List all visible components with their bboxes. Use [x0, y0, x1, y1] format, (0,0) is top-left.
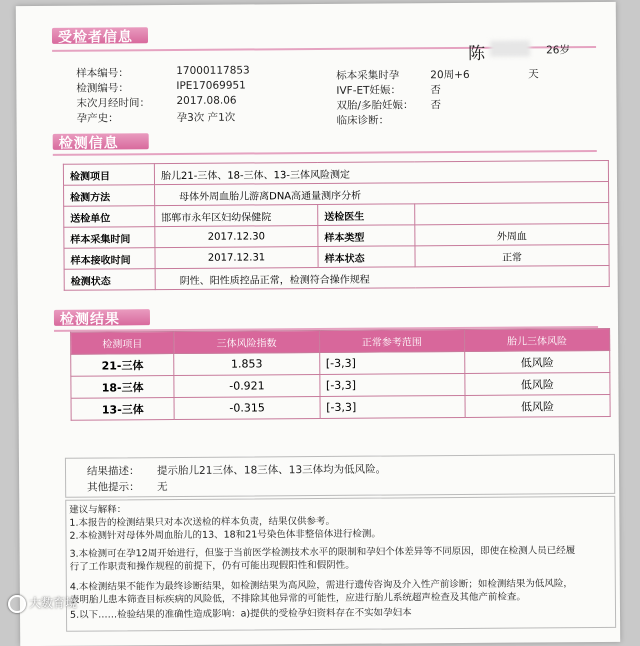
result-item: 13-三体 — [71, 398, 175, 421]
gp-label: 孕产史： — [76, 112, 119, 125]
header-index: 三体风险指数 — [174, 330, 319, 353]
diag-label: 临床诊断： — [336, 114, 390, 127]
watermark — [8, 594, 77, 613]
result-range: [-3,3] — [319, 351, 464, 374]
result-risk: 低风险 — [464, 350, 609, 373]
hint: 无 — [157, 481, 168, 494]
advice-p3b: 行了工作职责和操作规程的前提下，仍有可能出现假阳性和假阴性。 — [69, 559, 355, 573]
row-value — [415, 202, 609, 224]
desc: 提示胎儿21三体、18三体、13三体均为低风险。 — [156, 463, 387, 478]
ivf: 否 — [430, 84, 441, 97]
row-label: 检测状态 — [64, 269, 155, 291]
row-value: 2017.12.30 — [155, 225, 318, 247]
table-row — [71, 394, 610, 420]
header-range: 正常参考范围 — [319, 329, 464, 352]
table-row — [64, 265, 609, 290]
row-value: 母体外周血胎儿游离DNA高通量测序分析 — [155, 181, 609, 205]
ga-label: 标本采集时孕 — [336, 69, 400, 82]
row-value: 外周血 — [415, 223, 609, 245]
advice-p4a: 4.本检测结果不能作为最终诊断结果，如检测结果为高风险，需进行遗传咨询及介入性产前诊断；如检测结果为低风险， — [69, 578, 573, 593]
section-title-testing: 检测信息 — [58, 135, 119, 152]
test-no-label: 检测编号： — [76, 82, 129, 95]
row-value: 胎儿21-三体、18-三体、13-三体风险测定 — [154, 160, 608, 184]
patient-age: 26岁 — [546, 44, 571, 57]
result-item: 18-三体 — [71, 376, 175, 399]
patient-name: 陈 — [468, 43, 486, 64]
result-item: 21-三体 — [71, 354, 175, 377]
ivf-label: IVF-ET妊娠： — [336, 84, 402, 97]
redacted-name — [490, 41, 530, 57]
divider — [53, 150, 597, 156]
advice-p1: 1.本报告的检测结果只对本次送检的样本负责，结果仅供参考。 — [69, 515, 335, 529]
watermark-logo-icon — [8, 595, 26, 613]
desc-label: 结果描述： — [86, 465, 140, 478]
results-table — [70, 328, 611, 421]
row-value: 2017.12.31 — [155, 246, 318, 268]
result-risk: 低风险 — [465, 394, 610, 417]
ga-days: 天 — [528, 68, 539, 81]
gp: 孕3次 产1次 — [176, 111, 236, 124]
result-range: [-3,3] — [320, 395, 465, 418]
advice-title: 建议与解释： — [69, 504, 127, 516]
row-label: 送检医生 — [318, 204, 415, 226]
advice-p3a: 3.本检测可在孕12周开始进行，但鉴于当前医学检测技术水平的限制和孕妇个体差异等不同原因，即使在检测人员已经履 — [69, 545, 576, 560]
twin: 否 — [430, 99, 442, 112]
row-value: 邯郸市永年区妇幼保健院 — [155, 204, 318, 226]
lmp: 2017.08.06 — [176, 94, 237, 107]
report-page — [16, 2, 620, 646]
result-risk: 低风险 — [465, 372, 610, 395]
row-value: 阴性、阳性质控品正常，检测符合操作规程 — [155, 265, 609, 289]
row-label: 送检单位 — [64, 206, 155, 228]
advice-p2: 2.本检测针对母体外周血胎儿的13、18和21号染色体非整倍体进行检测。 — [69, 528, 381, 542]
test-no: IPE17069951 — [176, 79, 246, 92]
advice-p5: 5.以下……检验结果的准确性造成影响：a)提供的受检孕妇资料存在不实如孕妇本 — [69, 607, 412, 621]
twin-label: 双胎/多胎妊娠： — [336, 99, 414, 112]
ga-weeks: 20周+6 — [430, 68, 470, 82]
advice-p4b: 表明胎儿患本筛查目标疾病的风险低，不排除其他异常的可能性，应进行胎儿系统超声检查及其他产前检查。 — [69, 591, 526, 606]
testing-info-table — [63, 160, 610, 291]
sample-no-label: 样本编号： — [76, 67, 129, 80]
watermark-text: 大数育境 — [29, 596, 78, 610]
row-label: 检测项目 — [63, 164, 154, 186]
result-index: -0.921 — [174, 374, 319, 397]
row-label: 样本接收时间 — [64, 248, 155, 270]
result-range: [-3,3] — [319, 373, 464, 396]
row-label: 样本状态 — [318, 246, 415, 268]
row-label: 检测方法 — [64, 185, 155, 207]
header-item: 检测项目 — [71, 332, 175, 355]
header-risk: 胎儿三体风险 — [464, 328, 609, 351]
lmp-label: 末次月经时间： — [76, 97, 150, 110]
row-label: 样本类型 — [318, 225, 415, 247]
row-label: 样本采集时间 — [64, 227, 155, 249]
result-index: 1.853 — [174, 352, 319, 375]
result-index: -0.315 — [174, 396, 319, 419]
hint-label: 其他提示： — [87, 481, 140, 494]
section-title-patient: 受检者信息 — [57, 29, 134, 46]
section-title-results: 检测结果 — [59, 311, 121, 328]
sample-no: 17000117853 — [176, 64, 250, 77]
row-value: 正常 — [415, 244, 609, 266]
